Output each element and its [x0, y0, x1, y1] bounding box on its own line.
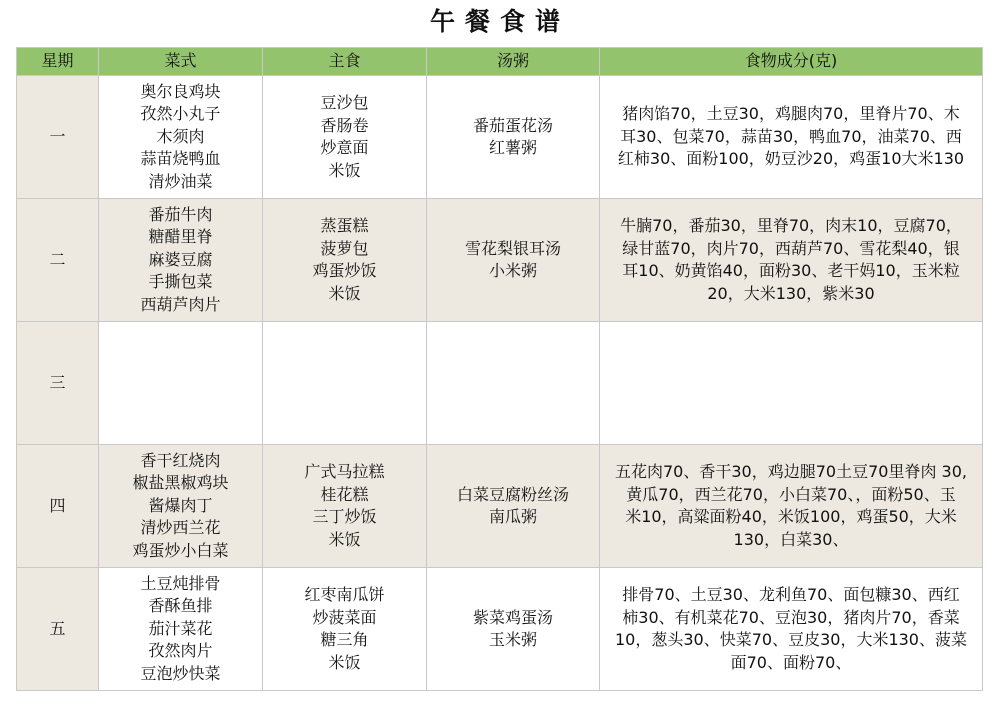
staple-item: 炒菠菜面 — [312, 607, 377, 627]
dishes-cell — [99, 76, 263, 199]
staple-item: 香肠卷 — [320, 115, 369, 135]
ingredients-line: 红柿30、面粉100，奶豆沙20，鸡蛋10大米130 — [617, 149, 965, 169]
soup-item: 玉米粥 — [488, 630, 537, 649]
dishes-item: 孜然肉片 — [148, 641, 213, 661]
staple-cell — [263, 568, 427, 691]
dishes-item: 孜然小丸子 — [140, 104, 221, 124]
staple-cell — [263, 76, 427, 199]
soup-cell — [427, 322, 600, 445]
header-day: 星期 — [17, 48, 99, 76]
table-row — [17, 445, 983, 568]
soup-cell — [427, 568, 600, 691]
dishes-item: 椒盐黑椒鸡块 — [132, 473, 229, 493]
header-row — [17, 48, 983, 76]
ingredients-cell — [600, 568, 983, 691]
staple-item: 炒意面 — [320, 138, 369, 157]
ingredients-cell — [600, 322, 983, 445]
table-row — [17, 568, 983, 691]
day-cell: 五 — [17, 568, 99, 691]
dishes-item: 清炒油菜 — [148, 171, 213, 191]
staple-cell — [263, 199, 427, 322]
staple-cell — [263, 445, 427, 568]
soup-item: 白菜豆腐粉丝汤 — [456, 484, 569, 504]
ingredients-line: 10，葱头30、快菜70、豆皮30，大米130、菠菜 — [615, 630, 967, 649]
dishes-item: 豆泡炒快菜 — [140, 663, 221, 683]
staple-item: 糖三角 — [320, 630, 369, 649]
page-title: 午餐食谱 — [429, 7, 570, 36]
staple-item: 米饭 — [328, 160, 361, 180]
staple-item: 鸡蛋炒饭 — [312, 261, 377, 280]
soup-item: 番茄蛋花汤 — [472, 115, 553, 135]
ingredients-line: 20，大米130，紫米30 — [707, 283, 875, 303]
dishes-item: 清炒西兰花 — [140, 518, 221, 538]
header-dishes: 菜式 — [99, 48, 263, 76]
ingredients-line: 130，白菜30、 — [733, 529, 849, 549]
dishes-item: 奥尔良鸡块 — [140, 81, 221, 101]
dishes-item: 麻婆豆腐 — [148, 249, 213, 269]
header-staple: 主食 — [263, 48, 427, 76]
soup-item: 紫菜鸡蛋汤 — [472, 607, 553, 627]
ingredients-line: 五花肉70、香干30，鸡边腿70土豆70里脊肉 30, — [615, 462, 967, 481]
table-row — [17, 199, 983, 322]
ingredients-line: 黄瓜70，西兰花70，小白菜70、，面粉50、玉 — [626, 484, 956, 504]
soup-item: 南瓜粥 — [488, 507, 537, 526]
soup-item: 小米粥 — [488, 261, 537, 280]
ingredients-line: 耳30、包菜70，蒜苗30，鸭血70，油菜70、西 — [620, 126, 962, 146]
staple-item: 红枣南瓜饼 — [304, 585, 385, 604]
table-row — [17, 76, 983, 199]
staple-item: 广式马拉糕 — [304, 462, 385, 481]
staple-item: 米饭 — [328, 529, 361, 549]
soup-item: 红薯粥 — [488, 138, 537, 157]
staple-item: 豆沙包 — [320, 93, 369, 112]
dishes-item: 香干红烧肉 — [140, 450, 221, 470]
ingredients-line: 猪肉馅70，土豆30，鸡腿肉70，里脊片70、木 — [622, 104, 960, 124]
ingredients-cell — [600, 76, 983, 199]
ingredients-line: 排骨70、土豆30、龙利鱼70、面包糠30、西红 — [622, 585, 960, 604]
staple-item: 三丁炒饭 — [312, 507, 377, 526]
day-cell: 三 — [17, 322, 99, 445]
staple-item: 米饭 — [328, 652, 361, 672]
dishes-item: 土豆炖排骨 — [140, 573, 221, 593]
dishes-cell — [99, 568, 263, 691]
lunch-menu-table — [16, 47, 983, 691]
dishes-item: 西葫芦肉片 — [140, 294, 221, 314]
staple-item: 米饭 — [328, 283, 361, 303]
dishes-item: 手撕包菜 — [148, 272, 213, 292]
ingredients-cell — [600, 199, 983, 322]
dishes-cell — [99, 445, 263, 568]
ingredients-line: 柿30、有机菜花70、豆泡30，猪肉片70，香菜 — [622, 607, 960, 627]
dishes-item: 香酥鱼排 — [148, 596, 213, 616]
soup-cell — [427, 445, 600, 568]
ingredients-line: 米10，高粱面粉40，米饭100，鸡蛋50，大米 — [625, 507, 957, 526]
dishes-item: 糖醋里脊 — [148, 227, 213, 247]
soup-cell — [427, 199, 600, 322]
ingredients-line: 耳10、奶黄馅40，面粉30、老干妈10，玉米粒 — [622, 261, 960, 280]
ingredients-line: 牛腩70，番茄30，里脊70，肉末10，豆腐70， — [620, 216, 962, 235]
header-soup: 汤粥 — [427, 48, 600, 76]
staple-cell — [263, 322, 427, 445]
ingredients-line: 绿甘蓝70，肉片70，西葫芦70、雪花梨40，银 — [622, 238, 960, 258]
dishes-item: 木须肉 — [156, 126, 205, 146]
staple-item: 菠萝包 — [320, 238, 369, 258]
dishes-item: 酱爆肉丁 — [148, 495, 213, 515]
ingredients-line: 面70、面粉70、 — [730, 652, 852, 672]
dishes-item: 蒜苗烧鸭血 — [140, 149, 221, 169]
ingredients-cell — [600, 445, 983, 568]
soup-item: 雪花梨银耳汤 — [464, 238, 561, 258]
dishes-cell — [99, 322, 263, 445]
day-cell: 一 — [17, 76, 99, 199]
day-cell: 四 — [17, 445, 99, 568]
header-ingredients: 食物成分(克) — [600, 48, 983, 76]
staple-item: 蒸蛋糕 — [320, 216, 369, 235]
dishes-item: 鸡蛋炒小白菜 — [132, 540, 229, 560]
table-row — [17, 322, 983, 445]
dishes-item: 茄汁菜花 — [148, 618, 213, 638]
dishes-cell — [99, 199, 263, 322]
dishes-item: 番茄牛肉 — [148, 204, 213, 224]
staple-item: 桂花糕 — [320, 484, 369, 504]
soup-cell — [427, 76, 600, 199]
day-cell: 二 — [17, 199, 99, 322]
